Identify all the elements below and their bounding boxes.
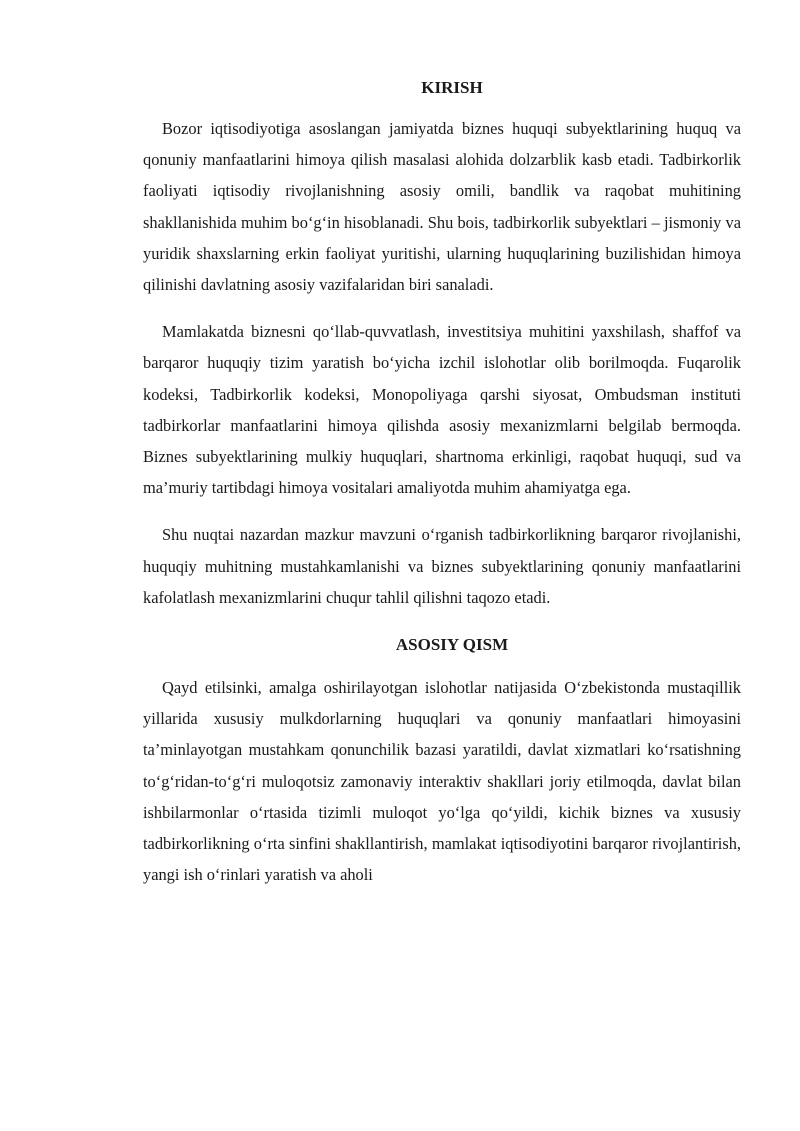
intro-paragraph-2: Mamlakatda biznesni qo‘llab-quvvatlash, investitsiya muhitini yaxshilash, shaffof va barqaror huquqiy tizim yaratish bo‘yicha izchil islohotlar olib borilmoqda. Fuqarolik kodeksi, Tadbirkorlik kodeksi, Monopoliyaga qarshi siyosat, Ombudsman instituti tadbirkorlar manfaatlarini himoya qilishda asosiy mexanizmlarni belgilab bermoqda. Biznes subyektlarining mulkiy huquqlari, shartnoma erkinligi, raqobat huquqi, sud va ma’muriy tartibdagi himoya vositalari amaliyotda muhim ahamiyatga ega. [143,322,741,498]
main-paragraph-1: Qayd etilsinki, amalga oshirilayotgan islohotlar natijasida O‘zbekistonda mustaqillik yillarida xususiy mulkdorlarning huquqlari va qonuniy manfaatlari himoyasini ta’minlayotgan mustahkam qonunchilik bazasi yaratildi, davlat xizmatlari ko‘rsatishning to‘g‘ridan-to‘g‘ri muloqotsiz zamonaviy interaktiv shakllari joriy etilmoqda, davlat bilan ishbilarmonlar o‘rtasida tizimli muloqot yo‘lga qo‘yildi, kichik biznes va xususiy tadbirkorlikning o‘rta sinfini shakllantirish, mamlakat iqtisodiyotini barqaror rivojlantirish, yangi ish o‘rinlari yaratish va aholi [143,678,741,885]
section-heading-intro: KIRISH [421,78,483,97]
document-page [143,72,741,906]
intro-paragraph-3: Shu nuqtai nazardan mazkur mavzuni o‘rganish tadbirkorlikning barqaror rivojlanishi, huquqiy muhitning mustahkamlanishi va biznes subyektlarining qonuniy manfaatlarini kafolatlash mexanizmlarini chuqur tahlil qilishni taqozo etadi. [143,525,741,607]
section-heading-main: ASOSIY QISM [395,635,509,655]
intro-paragraph-1: Bozor iqtisodiyotiga asoslangan jamiyatda biznes huquqi subyektlarining huquq va qonuniy manfaatlarini himoya qilish masalasi alohida dolzarblik kasb etadi. Tadbirkorlik faoliyati iqtisodiy rivojlanishning asosiy omili, bandlik va raqobat muhitining shakllanishida muhim bo‘g‘in hisoblanadi. Shu bois, tadbirkorlik subyektlari – jismoniy va yuridik shaxslarning erkin faoliyat yuritishi, ularning huquqlarining buzilishidan himoya qilinishi davlatning asosiy vazifalaridan biri sanaladi. [143,119,741,295]
